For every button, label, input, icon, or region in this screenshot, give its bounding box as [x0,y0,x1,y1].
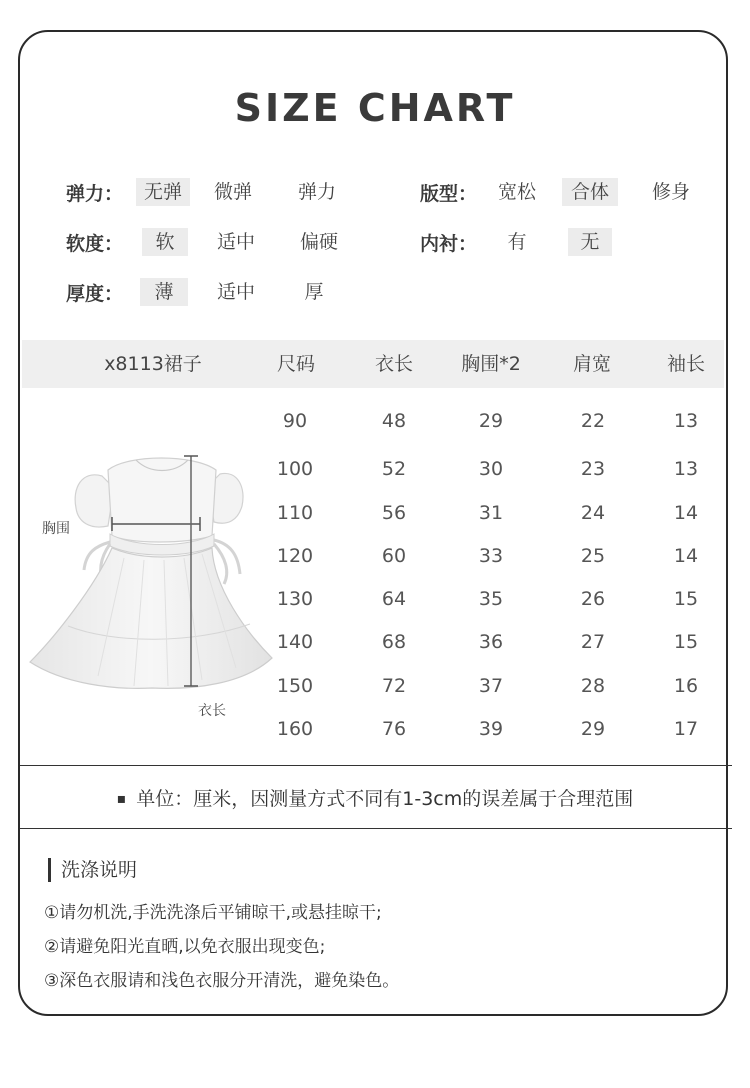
thickness-option-medium: 适中 [216,281,255,303]
table-cell-chest: 31 [478,502,504,524]
lining-label: 内衬： [420,233,478,255]
length-label: 衣长 [198,703,226,719]
softness-option-hard: 偏硬 [299,231,338,253]
table-cell-chest: 33 [478,545,504,567]
note-bullet: ▪ [116,791,127,807]
table-cell-size: 140 [276,631,314,653]
table-cell-shoulder: 27 [580,631,606,653]
washing-title: 洗涤说明 [48,858,137,882]
fit-label: 版型： [420,183,478,205]
table-cell-length: 56 [381,502,407,524]
unit-note [0,784,750,811]
table-cell-size: 150 [276,675,314,697]
table-cell-shoulder: 28 [580,675,606,697]
table-cell-size: 120 [276,545,314,567]
table-cell-length: 76 [381,718,407,740]
table-cell-sleeve: 17 [673,718,699,740]
table-cell-sleeve: 14 [673,545,699,567]
attr-row-1 [0,178,750,208]
header-chest: 胸围*2 [461,353,521,375]
table-cell-size: 160 [276,718,314,740]
header-shoulder: 肩宽 [572,353,611,375]
softness-option-medium: 适中 [216,231,255,253]
thickness-option-thin: 薄 [140,278,188,306]
table-cell-chest: 30 [478,458,504,480]
table-cell-length: 48 [381,410,407,432]
table-cell-size: 100 [276,458,314,480]
header-size: 尺码 [276,353,315,375]
table-cell-size: 90 [282,410,308,432]
table-cell-chest: 35 [478,588,504,610]
table-cell-sleeve: 14 [673,502,699,524]
dress-illustration [24,448,278,698]
washing-line-1: ①请勿机洗,手洗洗涤后平铺晾干,或悬挂晾干; [44,903,382,923]
lining-option-yes: 有 [507,231,527,253]
header-length: 衣长 [374,353,413,375]
table-cell-shoulder: 26 [580,588,606,610]
fit-option-loose: 宽松 [497,181,536,203]
table-cell-shoulder: 29 [580,718,606,740]
table-cell-sleeve: 13 [673,458,699,480]
table-cell-sleeve: 13 [673,410,699,432]
table-cell-length: 72 [381,675,407,697]
washing-line-3: ③深色衣服请和浅色衣服分开清洗，避免染色。 [44,971,400,991]
table-cell-chest: 36 [478,631,504,653]
table-cell-chest: 39 [478,718,504,740]
table-cell-length: 60 [381,545,407,567]
table-cell-length: 64 [381,588,407,610]
attr-row-2 [0,228,750,258]
washing-line-2: ②请避免阳光直晒,以免衣服出现变色; [44,937,326,957]
table-cell-shoulder: 24 [580,502,606,524]
fit-option-slim: 修身 [651,181,690,203]
table-cell-shoulder: 25 [580,545,606,567]
note-text: 单位：厘米，因测量方式不同有1-3cm的误差属于合理范围 [136,788,634,810]
divider-bottom [20,828,732,829]
elasticity-option-stretch: 弹力 [297,181,336,203]
header-sleeve: 袖长 [666,353,705,375]
elasticity-option-none: 无弹 [136,178,190,206]
thickness-label: 厚度： [66,283,124,305]
table-cell-sleeve: 16 [673,675,699,697]
table-cell-chest: 29 [478,410,504,432]
chest-label: 胸围 [42,521,70,537]
table-cell-sleeve: 15 [673,631,699,653]
table-cell-length: 68 [381,631,407,653]
fit-option-regular: 合体 [562,178,618,206]
divider-top [20,765,732,766]
page-title: SIZE CHART [234,86,516,130]
thickness-option-thick: 厚 [304,281,324,303]
table-cell-sleeve: 15 [673,588,699,610]
product-name: x8113裙子 [104,353,202,375]
table-cell-shoulder: 22 [580,410,606,432]
elasticity-label: 弹力： [66,183,124,205]
table-cell-size: 110 [276,502,314,524]
softness-label: 软度： [66,233,124,255]
lining-option-no: 无 [568,228,612,256]
table-cell-size: 130 [276,588,314,610]
softness-option-soft: 软 [142,228,188,256]
table-cell-chest: 37 [478,675,504,697]
elasticity-option-slight: 微弹 [213,181,252,203]
table-cell-shoulder: 23 [580,458,606,480]
attr-row-3 [0,278,750,308]
size-table-header [22,340,724,388]
table-cell-length: 52 [381,458,407,480]
